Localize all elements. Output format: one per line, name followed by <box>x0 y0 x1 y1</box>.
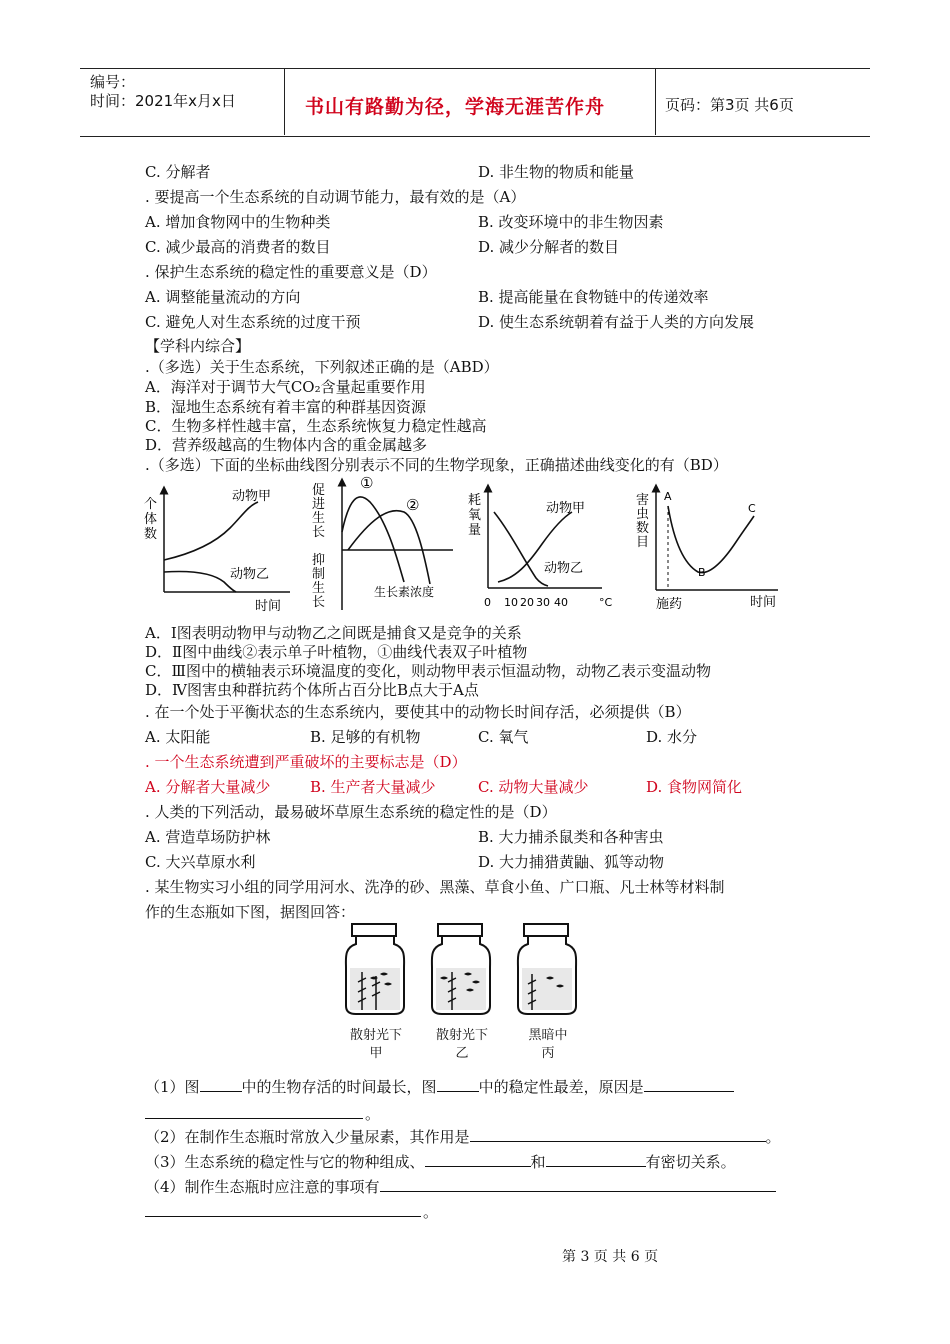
option: C. 动物大量减少 <box>478 778 589 796</box>
option: B. 生产者大量减少 <box>310 778 436 796</box>
jar-caption: 散射光下 <box>435 1028 488 1043</box>
jar-caption: 丙 <box>541 1046 555 1061</box>
answer-blank[interactable] <box>437 1077 479 1092</box>
curve-label: 动物甲 <box>232 489 272 504</box>
option: B. 提高能量在食物链中的传递效率 <box>478 288 709 306</box>
axis-label: 虫 <box>636 507 650 522</box>
axis-label: 进 <box>312 497 326 512</box>
option: B．湿地生态系统有着丰富的种群基因资源 <box>145 398 427 416</box>
option: C. 大兴草原水利 <box>145 853 256 871</box>
tick-label: 30 <box>536 596 550 609</box>
point-label: A <box>664 490 672 503</box>
axis-label: 时间 <box>255 599 282 614</box>
answer-blank[interactable] <box>470 1127 766 1142</box>
option: C．生物多样性越丰富，生态系统恢复力稳定性越高 <box>145 417 487 435</box>
answer-blank[interactable] <box>644 1077 734 1092</box>
option: A．Ⅰ图表明动物甲与动物乙之间既是捕食又是竞争的关系 <box>145 624 522 642</box>
question: . 人类的下列活动，最易破坏草原生态系统的稳定性的是（D） <box>145 803 557 821</box>
axis-label: 时间 <box>750 595 777 610</box>
answer-blank[interactable] <box>425 1152 531 1167</box>
tick-label: 10 <box>504 596 518 609</box>
question: . 某生物实习小组的同学用河水、洗净的砂、黑藻、草食小鱼、广口瓶、凡士林等材料制 <box>145 878 725 896</box>
option: B. 大力捕杀鼠类和各种害虫 <box>478 828 664 846</box>
jar-caption: 黑暗中 <box>528 1028 568 1043</box>
axis-label: 量 <box>468 523 482 538</box>
jar-caption: 散射光下 <box>349 1028 402 1043</box>
jar-caption: 乙 <box>455 1046 469 1061</box>
option: A. 调整能量流动的方向 <box>145 288 301 306</box>
option: C. 减少最高的消费者的数目 <box>145 238 331 256</box>
axis-label: 害 <box>636 493 650 508</box>
tick-label: °C <box>599 596 613 609</box>
axis-label: 长 <box>312 525 326 540</box>
axis-label: 数 <box>144 527 158 542</box>
curve-mark: ① <box>360 474 374 492</box>
tick-label: 20 <box>520 596 534 609</box>
option: A. 分解者大量减少 <box>145 778 271 796</box>
header-divider <box>284 68 285 135</box>
option: C. 氧气 <box>478 728 529 746</box>
question: 作的生态瓶如下图，据图回答： <box>145 903 356 921</box>
point-label: C <box>748 502 756 515</box>
option: D．Ⅳ图害虫种群抗药个体所占百分比B点大于A点 <box>145 681 479 699</box>
graph-4 <box>632 482 782 616</box>
option: D. 使生态系统朝着有益于人类的方向发展 <box>478 313 755 331</box>
option: D. 大力捕猎黄鼬、狐等动物 <box>478 853 665 871</box>
point-label: B <box>698 566 706 579</box>
axis-label: 氧 <box>468 508 482 523</box>
header-divider <box>655 68 656 135</box>
axis-label: 数 <box>636 521 650 536</box>
graph-2 <box>308 472 458 616</box>
header-number: 编号： <box>90 73 136 91</box>
answer-blank[interactable] <box>145 1216 421 1217</box>
option: A. 增加食物网中的生物种类 <box>145 213 331 231</box>
curve-label: 动物乙 <box>544 561 584 576</box>
question: .（多选）关于生态系统，下列叙述正确的是（ABD） <box>145 358 499 376</box>
sub-question: （1）图 中的生物存活的时间最长，图 中的稳定性最差，原因是 <box>145 1077 734 1097</box>
header-page: 页码：第3页 共6页 <box>665 96 794 114</box>
axis-label: 促 <box>312 483 326 498</box>
punctuation: 。 <box>423 1203 439 1221</box>
jar-jia-icon <box>346 924 404 1014</box>
header-motto: 书山有路勤为径，学海无涯苦作舟 <box>305 96 606 118</box>
answer-blank[interactable] <box>200 1077 242 1092</box>
axis-label: 生 <box>312 581 326 596</box>
option: D. 水分 <box>646 728 698 746</box>
sub-question: （2）在制作生态瓶时常放入少量尿素，其作用是 。 <box>145 1128 781 1146</box>
axis-label: 生长素浓度 <box>374 585 435 599</box>
option: D. 减少分解者的数目 <box>478 238 620 256</box>
section-title: 【学科内综合】 <box>145 337 251 355</box>
header-date: 时间：2021年x月x日 <box>90 92 236 110</box>
axis-label: 长 <box>312 595 326 610</box>
question: . 要提高一个生态系统的自动调节能力，最有效的是（A） <box>145 188 526 206</box>
option: D．营养级越高的生物体内含的重金属越多 <box>145 436 428 454</box>
axis-label: 施药 <box>656 597 683 612</box>
jar-yi-icon <box>432 924 490 1014</box>
question: . 保护生态系统的稳定性的重要意义是（D） <box>145 263 437 281</box>
question: . 一个生态系统遭到严重破坏的主要标志是（D） <box>145 753 467 771</box>
option: A．海洋对于调节大气CO₂含量起重要作用 <box>145 378 426 396</box>
axis-label: 目 <box>636 535 650 550</box>
axis-label: 制 <box>312 567 326 582</box>
tick-label: 40 <box>554 596 568 609</box>
tick-label: 0 <box>484 596 491 609</box>
graph-1 <box>140 478 300 616</box>
option: D．Ⅱ图中曲线②表示单子叶植物，①曲线代表双子叶植物 <box>145 643 528 661</box>
jars-figure <box>340 922 600 1022</box>
option: C．Ⅲ图中的横轴表示环境温度的变化，则动物甲表示恒温动物，动物乙表示变温动物 <box>145 662 711 680</box>
sub-question: （3）生态系统的稳定性与它的物种组成、 和 有密切关系。 <box>145 1153 736 1171</box>
option: D. 食物网简化 <box>646 778 743 796</box>
axis-label: 抑 <box>312 553 326 568</box>
option: A. 营造草场防护林 <box>145 828 271 846</box>
option: B. 改变环境中的非生物因素 <box>478 213 664 231</box>
curve-mark: ② <box>406 496 420 514</box>
axis-label: 生 <box>312 511 326 526</box>
option: C. 避免人对生态系统的过度干预 <box>145 313 361 331</box>
option: B. 足够的有机物 <box>310 728 421 746</box>
sub-question: （4）制作生态瓶时应注意的事项有 <box>145 1177 776 1197</box>
punctuation: 。 <box>365 1105 381 1123</box>
axis-label: 个 <box>144 497 158 512</box>
answer-blank[interactable] <box>546 1152 646 1167</box>
page-footer: 第 3 页 共 6 页 <box>562 1249 659 1265</box>
option: D. 非生物的物质和能量 <box>478 163 635 181</box>
option: A. 太阳能 <box>145 728 211 746</box>
axis-label: 体 <box>144 512 158 527</box>
question: .（多选）下面的坐标曲线图分别表示不同的生物学现象，正确描述曲线变化的有（BD） <box>145 456 728 474</box>
axis-label: 耗 <box>468 493 482 508</box>
jar-caption: 甲 <box>369 1046 383 1061</box>
question: . 在一个处于平衡状态的生态系统内，要使其中的动物长时间存活，必须提供（B） <box>145 703 691 721</box>
answer-blank[interactable] <box>380 1177 776 1192</box>
answer-blank[interactable] <box>145 1118 363 1119</box>
curve-label: 动物乙 <box>230 567 270 582</box>
jar-bing-icon <box>518 924 576 1014</box>
option: C. 分解者 <box>145 163 211 181</box>
graph-3 <box>464 482 622 612</box>
curve-label: 动物甲 <box>546 501 586 516</box>
